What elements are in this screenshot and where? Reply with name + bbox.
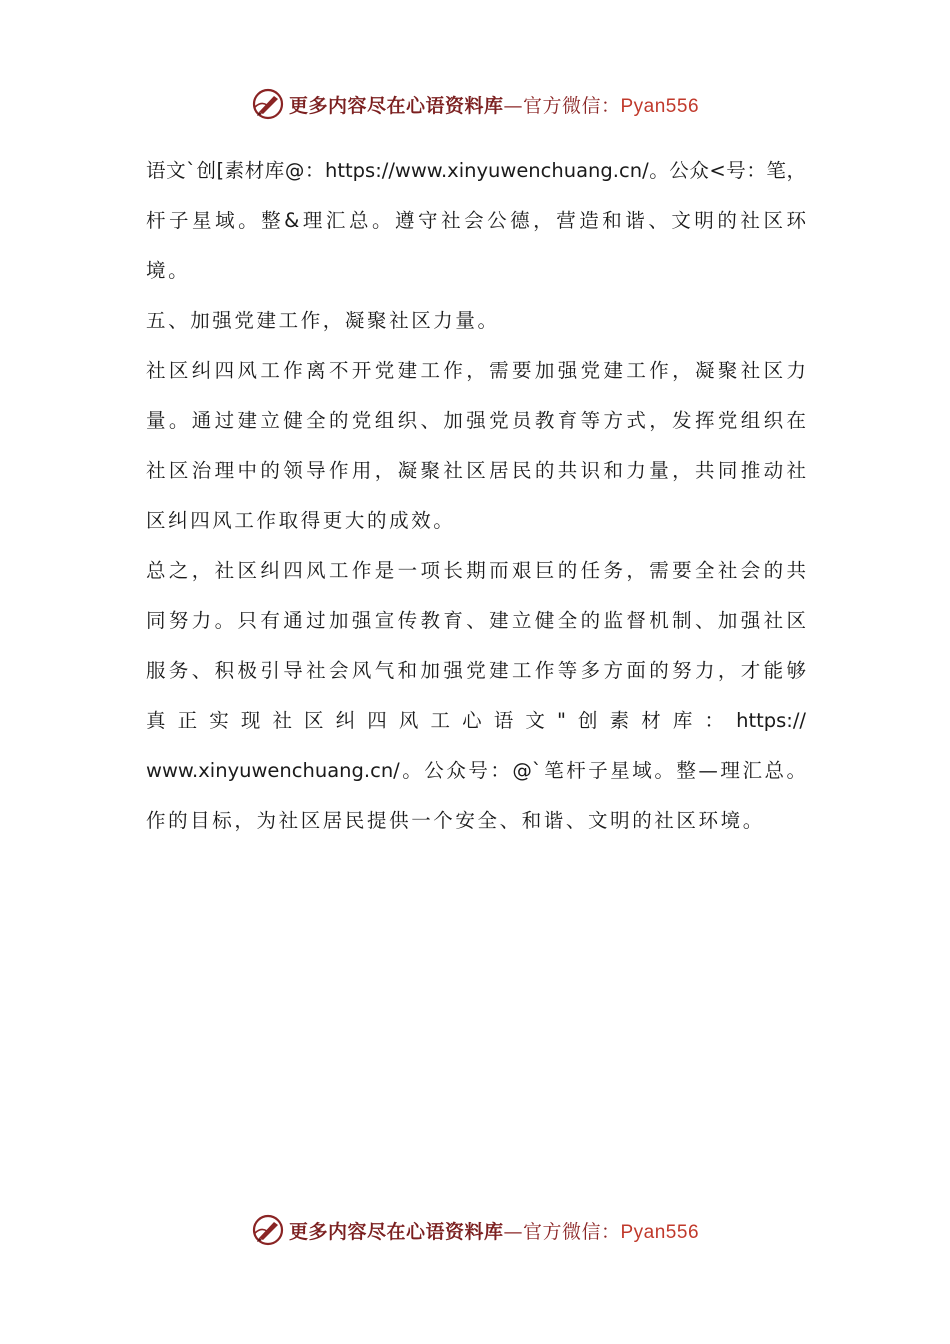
footer-banner <box>0 1210 950 1250</box>
body-line: 境。 <box>146 259 191 282</box>
body-line: 社区治理中的领导作用，凝聚社区居民的共识和力量，共同推动社 <box>146 459 806 482</box>
document-body <box>146 146 806 846</box>
footer-wechat-id: Pyan556 <box>620 1221 700 1243</box>
body-line: 区纠四风工作取得更大的成效。 <box>146 509 456 532</box>
header-wechat-id: Pyan556 <box>620 95 700 117</box>
body-line: 真正实现社区纠四风工心语文"创素材库：https:// <box>146 709 806 732</box>
header-dash: — <box>503 94 523 117</box>
body-line: www.xinyuwenchuang.cn/。公众号：@`笔杆子星域。整—理汇总。 <box>146 759 806 782</box>
header-text <box>289 91 699 118</box>
body-line: 服务、积极引导社会风气和加强党建工作等多方面的努力，才能够 <box>146 659 806 682</box>
footer-brand: 更多内容尽在心语资料库 <box>288 1220 504 1243</box>
header-brand: 更多内容尽在心语资料库 <box>288 94 504 117</box>
footer-text <box>289 1217 699 1244</box>
body-line: 作的目标，为社区居民提供一个安全、和谐、文明的社区环境。 <box>146 809 765 832</box>
body-line: 量。通过建立健全的党组织、加强党员教育等方式，发挥党组织在 <box>146 409 806 432</box>
footer-official: 官方微信： <box>522 1220 621 1243</box>
body-line: 同努力。只有通过加强宣传教育、建立健全的监督机制、加强社区 <box>146 609 806 632</box>
header-official: 官方微信： <box>522 94 621 117</box>
body-line: 杆子星域。整&理汇总。遵守社会公德，营造和谐、文明的社区环 <box>146 209 806 232</box>
header-banner <box>0 84 950 124</box>
pen-logo-icon <box>251 87 285 121</box>
section-heading: 五、加强党建工作，凝聚社区力量。 <box>146 309 500 332</box>
body-line: 社区纠四风工作离不开党建工作，需要加强党建工作，凝聚社区力 <box>146 359 806 382</box>
body-line: 总之，社区纠四风工作是一项长期而艰巨的任务，需要全社会的共 <box>146 559 806 582</box>
pen-logo-icon <box>251 1213 285 1247</box>
body-line: 语文`创[素材库@：https://www.xinyuwenchuang.cn/。公众<号：笔， <box>146 159 806 182</box>
footer-dash: — <box>503 1220 523 1243</box>
